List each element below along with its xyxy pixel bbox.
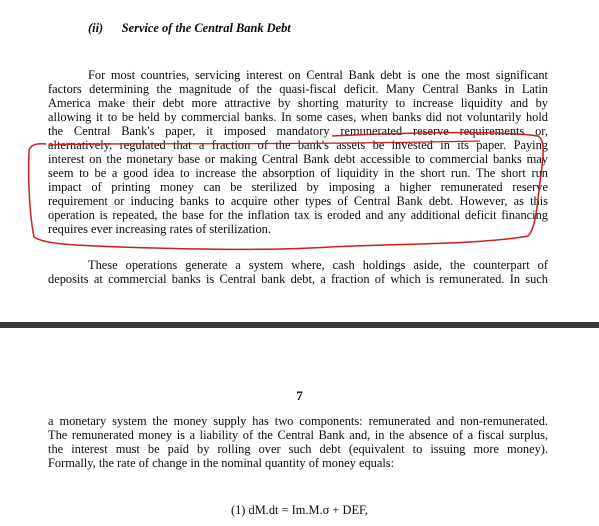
paragraph1-line: seem to be a good idea to increase the absorption of liquidity in the short run. The short run xyxy=(48,166,548,180)
paragraph1-line: requirement or inducing banks to acquire other types of Central Bank debt. However, as this xyxy=(48,194,548,208)
paragraph-line: Formally, the rate of change in the nominal quantity of money equals: xyxy=(48,456,395,470)
paragraph2-line: These operations generate a system where, cash holdings aside, the counterpart of xyxy=(88,258,548,272)
page-number: 7 xyxy=(296,388,303,403)
paragraph2-line: deposits at commercial banks is Central bank debt, a fraction of which is remunerated. In such xyxy=(48,272,548,286)
section-heading xyxy=(88,21,291,36)
paragraph-line: the interest must be paid by rolling over such debt (equivalent to issuing more money). xyxy=(48,442,548,456)
section-heading-title: Service of the Central Bank Debt xyxy=(121,21,291,35)
section-heading-number: (ii) xyxy=(88,21,104,35)
document-page-bottom xyxy=(0,328,599,526)
paragraph1-line: the Central Bank's paper, it imposed mandatory remunerated reserve requirements or, xyxy=(48,124,548,138)
paragraph1-line: allowing it to be held by commercial banks. In some cases, when banks did not voluntarily hold xyxy=(48,110,548,124)
paragraph-line: a monetary system the money supply has two components: remunerated and non-remunerated. xyxy=(48,414,548,428)
paragraph1-line: requires ever increasing rates of sterilization. xyxy=(48,222,271,236)
paragraph1-line: America make their debt more attractive by shorting maturity to increase liquidity and by xyxy=(48,96,548,110)
paragraph1-line: factors determining the magnitude of the quasi-fiscal deficit. Many Central Banks in Latin xyxy=(48,82,548,96)
paragraph-line: The remunerated money is a liability of the Central Bank and, in the absence of a fiscal surplus, xyxy=(48,428,548,442)
paragraph1-line: interest on the monetary base or making Central Bank debt accessible to commercial banks may xyxy=(48,152,548,166)
paragraph1-line: For most countries, servicing interest on Central Bank debt is one the most significant xyxy=(88,68,548,82)
paragraph1-line: operation is repeated, the base for the inflation tax is eroded and any additional deficit financing xyxy=(48,208,548,222)
paragraph1-line: alternatively, regulated that a fraction of the bank's assets be invested in its paper. Paying xyxy=(48,138,548,152)
equation: (1) dM.dt = Im.M.σ + DEF, xyxy=(230,503,369,517)
paragraph1-line: impact of printing money can be sterilized by imposing a higher remunerated reserve xyxy=(48,180,548,194)
